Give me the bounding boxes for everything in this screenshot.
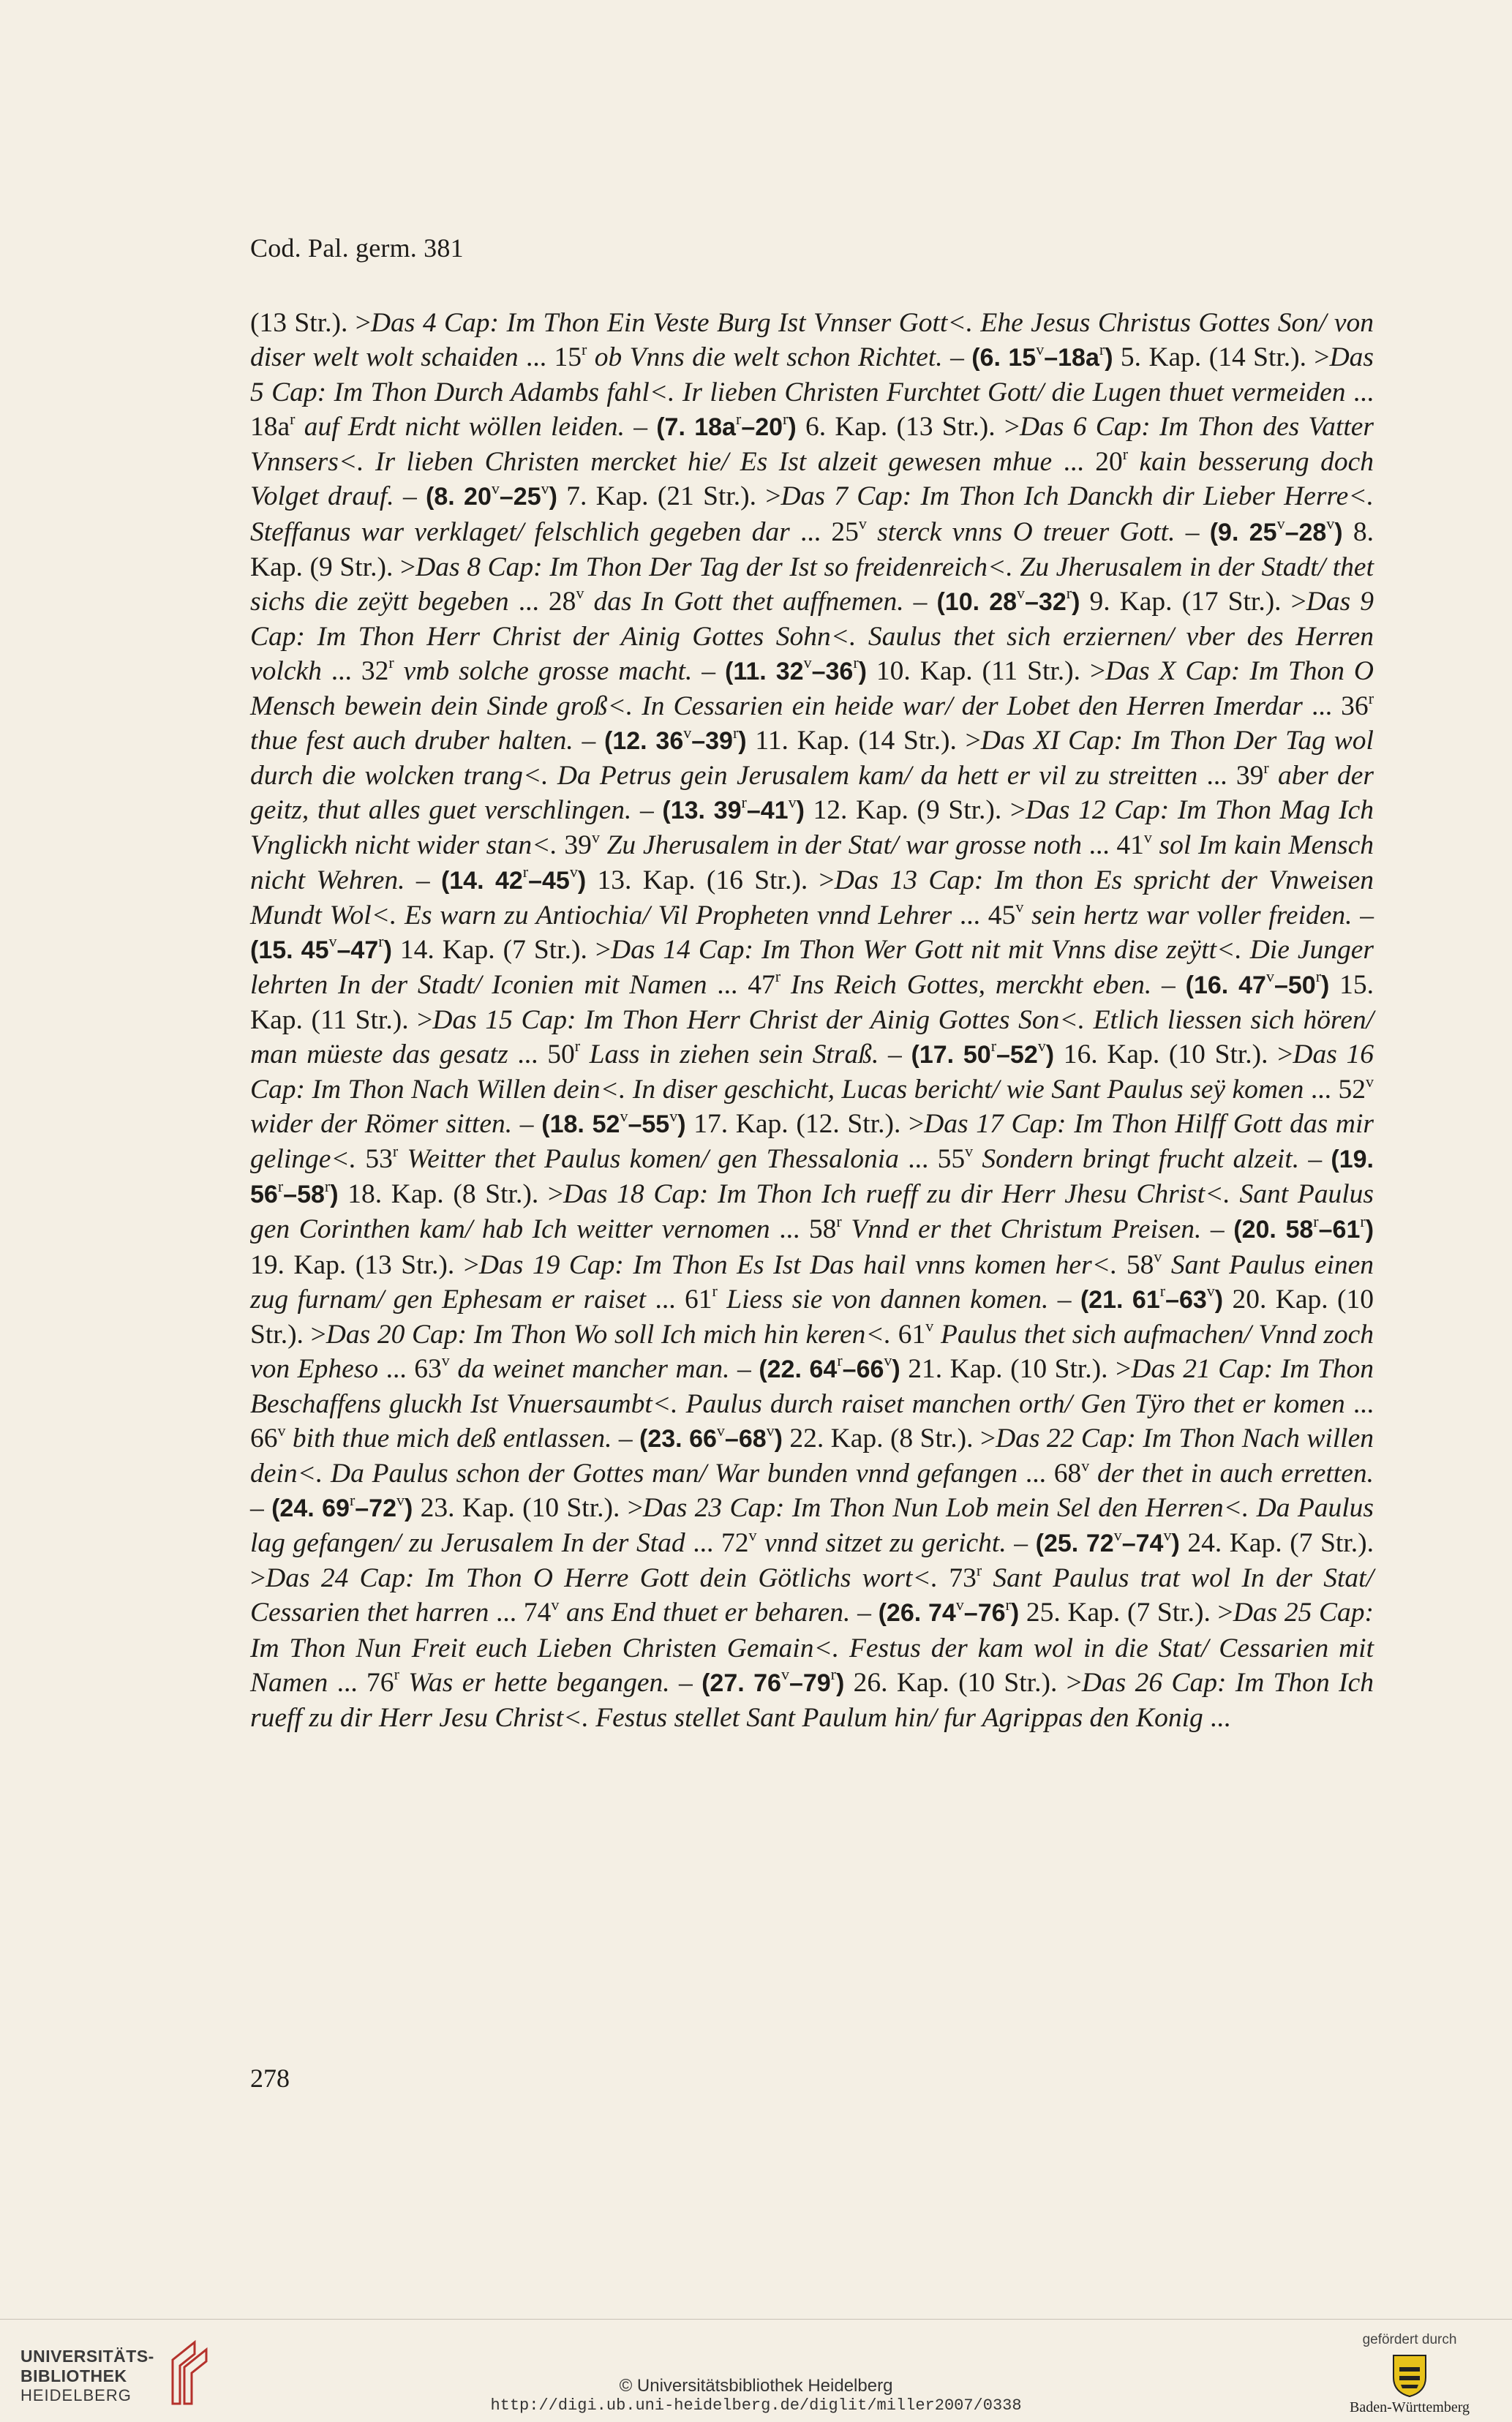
folio-side-marker: v	[396, 1490, 405, 1509]
folio-reference: –20	[741, 413, 783, 442]
entry-text: –	[612, 1424, 640, 1453]
folio-reference: (16. 47	[1185, 971, 1266, 999]
entry-text: 12. Kap. (9 Str.). >	[804, 795, 1026, 826]
incipit-text: sein hertz war voller freiden.	[1023, 900, 1353, 930]
folio-side-marker: r	[582, 339, 587, 358]
folio-side-marker: v	[1326, 514, 1335, 533]
entry-text: –	[624, 412, 657, 443]
incipit-text: ob Vnns die welt schon Richtet.	[587, 342, 943, 373]
entry-text: ... 68	[1018, 1459, 1082, 1489]
entry-text: 22. Kap. (8 Str.). >	[782, 1424, 996, 1453]
entry-text: ... 39	[1197, 761, 1264, 791]
folio-side-marker: r	[732, 723, 739, 742]
folio-reference: (25. 72	[1035, 1530, 1114, 1558]
library-name-line3: HEIDELBERG	[20, 2386, 132, 2404]
folio-side-marker: v	[541, 478, 549, 497]
folio-reference: )	[738, 727, 747, 756]
folio-side-marker: v	[591, 827, 600, 846]
entry-text: ... 52	[1304, 1075, 1366, 1105]
incipit-text: Das 23 Cap: Im Thon Nun Lob mein Sel den Herren<. Da Paulus lag gefangen/ zu Jerusalem In der Stad	[250, 1493, 1374, 1559]
folio-reference: )	[788, 413, 797, 442]
page-number: 278	[250, 2064, 290, 2093]
entry-text: 25. Kap. (7 Str.). >	[1019, 1598, 1233, 1628]
folio-reference: –63	[1165, 1285, 1207, 1314]
folio-reference: (23. 66	[639, 1425, 717, 1453]
entry-text: 24. Kap. (7 Str.). >	[250, 1528, 1374, 1594]
incipit-text: Das 15 Cap: Im Thon Herr Christ der Ainig Gottes Son<. Etlich liessen sich hören/ man müeste das gesatz	[250, 1004, 1374, 1069]
folio-side-marker: r	[990, 1037, 997, 1056]
folio-reference: (7. 18a	[656, 413, 736, 442]
folio-side-marker: r	[394, 1665, 399, 1684]
incipit-text: Ins Reich Gottes, merckht eben.	[781, 969, 1152, 1000]
folio-side-marker: v	[965, 1141, 974, 1160]
folio-side-marker: r	[1159, 1282, 1166, 1301]
incipit-text: Das 26 Cap: Im Thon Ich rueff zu dir Herr Jesu Christ<. Festus stellet Sant Paulum hin/ fur Agrippas den Konig	[250, 1667, 1374, 1733]
folio-reference: )	[796, 797, 805, 825]
entry-text: ... 36	[1302, 691, 1369, 722]
incipit-text: Sondern bringt frucht alzeit.	[973, 1144, 1300, 1175]
entry-text: 73	[938, 1563, 977, 1594]
folio-reference: (22. 64	[759, 1355, 838, 1383]
folio-side-marker: r	[830, 1665, 836, 1684]
source-url-link[interactable]: http://digi.ub.uni-heidelberg.de/diglit/miller2007/0338	[490, 2396, 1022, 2415]
folio-side-marker: r	[522, 862, 529, 881]
folio-reference: –79	[789, 1669, 831, 1697]
folio-reference: )	[774, 1425, 783, 1453]
folio-reference: (10. 28	[936, 587, 1018, 616]
folio-reference: (24. 69	[271, 1494, 350, 1523]
entry-text: 5. Kap. (14 Str.). >	[1113, 342, 1330, 373]
entry-text: –	[879, 1039, 911, 1069]
folio-reference: (18. 52	[541, 1110, 620, 1139]
entry-text: 7. Kap. (21 Str.). >	[557, 481, 781, 512]
incipit-text: Was er hette begangen.	[399, 1667, 670, 1698]
incipit-text: Das 9 Cap: Im Thon Herr Christ der Ainig Gottes Sohn<. Saulus thet sich erziernen/ vber des Herren volckh	[250, 586, 1374, 686]
folio-reference: )	[1334, 518, 1343, 546]
incipit-text: Paulus thet sich aufmachen/ Vnnd zoch von Epheso	[250, 1319, 1374, 1384]
incipit-text: kain besserung doch Volget drauf.	[250, 447, 1374, 512]
funder-logo[interactable]	[1322, 2332, 1497, 2418]
folio-side-marker: v	[1143, 827, 1152, 846]
folio-side-marker: v	[441, 1351, 450, 1370]
entry-text: 11. Kap. (14 Str.). >	[746, 726, 981, 756]
entry-text: –	[850, 1598, 879, 1628]
entry-text: ... 28	[508, 586, 576, 617]
incipit-text: bith thue mich deß entlassen.	[285, 1424, 612, 1453]
incipit-text: sterck vnns O treuer Gott.	[866, 516, 1176, 547]
folio-side-marker: v	[1276, 514, 1285, 533]
folio-side-marker: r	[1066, 584, 1072, 603]
incipit-text: Das 19 Cap: Im Thon Es Ist Das hail vnns komen her<.	[478, 1249, 1118, 1280]
folio-reference: –47	[336, 936, 379, 964]
folio-side-marker: v	[569, 862, 578, 881]
entry-text: ... 45	[952, 900, 1016, 930]
folio-reference: )	[1171, 1530, 1180, 1558]
folio-side-marker: v	[788, 792, 797, 811]
entry-text: –	[405, 865, 441, 895]
entry-text: –	[1006, 1528, 1036, 1559]
folio-reference: )	[405, 1494, 413, 1523]
folio-reference: –61	[1318, 1216, 1361, 1244]
folio-side-marker: r	[378, 932, 384, 951]
folio-side-marker: r	[783, 409, 789, 428]
folio-side-marker: v	[1366, 1072, 1374, 1091]
folio-reference: –52	[996, 1040, 1038, 1069]
folio-reference: )	[1365, 1216, 1374, 1244]
folio-reference: (17. 50	[911, 1040, 991, 1069]
folio-side-marker: r	[735, 409, 742, 428]
incipit-text: Das 16 Cap: Im Thon Nach Willen dein<. In diser geschicht, Lucas bericht/ wie Sant Paulus seÿ komen	[250, 1039, 1374, 1105]
catalog-entry-text	[250, 306, 1374, 1735]
folio-reference: –72	[355, 1494, 396, 1523]
entry-text: ... 20	[1052, 447, 1123, 478]
entry-text: ... 74	[489, 1598, 552, 1628]
folio-reference: (21. 61	[1080, 1285, 1160, 1314]
folio-side-marker: r	[1263, 758, 1269, 777]
folio-side-marker: r	[277, 1176, 284, 1195]
folio-reference: )	[549, 483, 557, 511]
folio-reference: –25	[499, 483, 541, 511]
incipit-text: aber der geitz, thut alles guet verschlingen.	[250, 761, 1374, 826]
folio-reference: –74	[1121, 1530, 1164, 1558]
entry-text: 26. Kap. (10 Str.). >	[844, 1667, 1082, 1698]
folio-side-marker: v	[925, 1317, 934, 1336]
folio-reference: –50	[1274, 971, 1316, 999]
folio-side-marker: r	[1360, 1211, 1366, 1230]
folio-side-marker: v	[884, 1351, 892, 1370]
incipit-text: das In Gott thet auffnemen.	[584, 586, 904, 617]
folio-reference: (6. 15	[971, 344, 1037, 372]
entry-text: 39	[557, 830, 592, 861]
incipit-text: thue fest auch druber halten.	[250, 726, 573, 756]
folio-reference: )	[330, 1181, 339, 1209]
incipit-text: der thet in auch erretten.	[1089, 1459, 1374, 1489]
folio-reference: (13. 39	[662, 797, 742, 825]
folio-side-marker: v	[328, 932, 337, 951]
incipit-text: Zu Jherusalem in der Stat/ war grosse noth	[599, 830, 1083, 861]
folio-reference: –28	[1285, 518, 1327, 546]
entry-text: –	[250, 1493, 272, 1524]
incipit-text: Das 6 Cap: Im Thon des Vatter Vnnsers<. Ir lieben Christen mercket hie/ Es Ist alzeit gewesen mhue	[250, 412, 1374, 478]
incipit-text: ans End thuet er beharen.	[559, 1598, 851, 1628]
folio-side-marker: r	[1122, 444, 1129, 463]
folio-reference: –58	[283, 1181, 325, 1209]
folio-reference: –41	[746, 797, 789, 825]
incipit-text: Das 12 Cap: Im Thon Mag Ich Vnglickh nicht wider stan<.	[250, 795, 1374, 861]
entry-text: ...	[1203, 1702, 1231, 1733]
folio-reference: (26. 74	[878, 1599, 956, 1628]
folio-reference: (27. 76	[702, 1669, 781, 1697]
entry-text: 14. Kap. (7 Str.). >	[391, 934, 611, 965]
entry-text: ... 61	[646, 1284, 712, 1315]
folio-side-marker: v	[1206, 1282, 1215, 1301]
incipit-text: Das 21 Cap: Im Thon Beschaffens gluckh Ist Vnuersaumbt<. Paulus durch raiset manchen orth/ Gen Tÿro thet er komen	[250, 1353, 1374, 1419]
entry-text: –	[669, 1667, 702, 1698]
folio-side-marker: v	[1017, 584, 1026, 603]
entry-text: –	[1201, 1214, 1234, 1245]
entry-text: –	[903, 586, 937, 617]
folio-reference: –55	[628, 1110, 670, 1139]
folio-side-marker: r	[837, 1351, 843, 1370]
folio-reference: –68	[724, 1425, 767, 1453]
folio-side-marker: r	[1313, 1211, 1319, 1230]
folio-side-marker: v	[803, 653, 812, 672]
funder-name: Baden-Württemberg	[1349, 2399, 1470, 2415]
folio-reference: –32	[1025, 587, 1067, 616]
entry-text: ... 63	[378, 1353, 442, 1384]
incipit-text: Das 24 Cap: Im Thon O Herre Gott dein Götlichs wort<.	[266, 1563, 939, 1594]
folio-reference: (12. 36	[604, 727, 684, 756]
entry-text: 16. Kap. (10 Str.). >	[1054, 1039, 1293, 1069]
folio-side-marker: r	[1099, 339, 1105, 358]
state-coat-of-arms-icon	[1389, 2353, 1430, 2398]
folio-side-marker: v	[1113, 1525, 1122, 1544]
entry-text: 8. Kap. (9 Str.). >	[250, 516, 1374, 582]
entry-text: –	[512, 1109, 542, 1140]
entry-text: ... 66	[250, 1388, 1374, 1453]
folio-reference: –39	[691, 727, 733, 756]
incipit-text: da weinet mancher man.	[449, 1353, 730, 1384]
entry-text: 10. Kap. (11 Str.). >	[866, 655, 1106, 686]
folio-side-marker: v	[491, 478, 500, 497]
entry-text: ... 47	[707, 969, 775, 1000]
copyright-notice: © Universitätsbibliothek Heidelberg	[619, 2376, 893, 2396]
folio-reference: (20. 58	[1233, 1216, 1314, 1244]
folio-reference: –36	[811, 657, 854, 685]
folio-side-marker: v	[1081, 1456, 1090, 1475]
footer-divider	[0, 2319, 1512, 2320]
folio-side-marker: v	[551, 1595, 560, 1614]
entry-text: –	[573, 726, 604, 756]
folio-side-marker: r	[775, 967, 781, 986]
entry-text: 23. Kap. (10 Str.). >	[413, 1493, 643, 1524]
folio-side-marker: v	[1036, 339, 1045, 358]
incipit-text: Das 5 Cap: Im Thon Durch Adambs fahl<. Ir lieben Christen Furchtet Gott/ die Lugen thuet vermeiden	[250, 342, 1374, 408]
entry-text: –	[1048, 1284, 1080, 1315]
folio-side-marker: r	[324, 1176, 331, 1195]
folio-reference: )	[577, 866, 587, 895]
entry-text: 15. Kap. (11 Str.). >	[250, 969, 1374, 1035]
entry-text: –	[394, 481, 426, 512]
folio-side-marker: r	[574, 1037, 581, 1056]
entry-text: ... 41	[1082, 830, 1144, 861]
folio-reference: )	[1214, 1285, 1224, 1314]
folio-reference: )	[1072, 587, 1080, 616]
incipit-text: Das 17 Cap: Im Thon Hilff Gott das mir gelinge<.	[250, 1109, 1374, 1175]
folio-reference: –76	[963, 1599, 1006, 1628]
incipit-text: Das X Cap: Im Thon O Mensch bewein dein Sinde groß<. In Cessarien ein heide war/ der Lobet den Herren Imerdar	[250, 655, 1374, 722]
entry-text: –	[942, 342, 972, 373]
folio-side-marker: r	[349, 1490, 356, 1509]
entry-text: 20. Kap. (10 Str.). >	[250, 1284, 1374, 1350]
incipit-text: Das 20 Cap: Im Thon Wo soll Ich mich hin keren<.	[326, 1319, 892, 1350]
entry-text: ... 55	[898, 1144, 966, 1175]
incipit-text: Das 13 Cap: Im thon Es spricht der Vnweisen Mundt Wol<. Es warn zu Antiochia/ Vil Propheten vnnd Lehrer	[250, 865, 1374, 930]
folio-side-marker: r	[712, 1282, 718, 1301]
entry-text: –	[1151, 969, 1186, 1000]
funded-by-label: gefördert durch	[1362, 2332, 1457, 2347]
running-header: Cod. Pal. germ. 381	[250, 233, 464, 263]
folio-reference: –66	[842, 1355, 884, 1383]
incipit-text: Das 18 Cap: Im Thon Ich rueff zu dir Herr Jhesu Christ<. Sant Paulus gen Corinthen kam/ hab Ich weitter vernomen	[250, 1179, 1374, 1245]
entry-text: 61	[891, 1319, 926, 1350]
entry-text: ... 50	[508, 1039, 575, 1069]
entry-text: 6. Kap. (13 Str.). >	[796, 412, 1020, 443]
incipit-text: auf Erdt nicht wöllen leiden.	[295, 412, 625, 443]
entry-text: –	[692, 655, 726, 686]
incipit-text: Das 22 Cap: Im Thon Nach willen dein<. Da Paulus schon der Gottes man/ War bunden vnnd gefangen	[250, 1424, 1374, 1489]
folio-reference: )	[1010, 1599, 1020, 1628]
library-name-line1: UNIVERSITÄTS-	[20, 2347, 154, 2366]
incipit-text: vnnd sitzet zu gericht.	[756, 1528, 1007, 1559]
folio-reference: )	[892, 1355, 900, 1383]
folio-side-marker: r	[1368, 688, 1374, 707]
folio-side-marker: v	[748, 1525, 757, 1544]
folio-side-marker: v	[1163, 1525, 1172, 1544]
incipit-text: Das 8 Cap: Im Thon Der Tag der Ist so freidenreich<. Zu Jherusalem in der Stadt/ thet sichs die zeÿtt begeben	[250, 552, 1374, 617]
entry-text: –	[1352, 900, 1374, 930]
folio-side-marker: v	[766, 1421, 775, 1440]
entry-text: ... 58	[770, 1214, 837, 1245]
entry-text: 21. Kap. (10 Str.). >	[900, 1353, 1132, 1384]
folio-side-marker: r	[836, 1211, 842, 1230]
entry-text: ... 15	[518, 342, 582, 373]
library-name-line2: BIBLIOTHEK	[20, 2366, 127, 2385]
folio-side-marker: v	[1015, 898, 1024, 917]
folio-reference: )	[1105, 344, 1113, 372]
entry-text: 19. Kap. (13 Str.). >	[250, 1249, 479, 1280]
incipit-text: Das XI Cap: Im Thon Der Tag wol durch die wolcken trang<. Da Petrus gein Jerusalem kam/ da hett er vil zu streitten	[250, 726, 1374, 791]
folio-reference: (11. 32	[725, 657, 804, 685]
folio-reference: –45	[528, 866, 570, 895]
incipit-text: Sant Paulus trat wol In der Stat/ Cessarien thet harren	[250, 1563, 1374, 1628]
incipit-text: vmb solche grosse macht.	[394, 655, 693, 686]
entry-text: ... 76	[328, 1667, 394, 1698]
folio-reference: –18a	[1044, 344, 1099, 372]
folio-side-marker: r	[392, 1141, 399, 1160]
incipit-text: Vnnd er thet Christum Preisen.	[841, 1214, 1202, 1245]
incipit-text: Das 7 Cap: Im Thon Ich Danckh dir Lieber Herre<. Steffanus war verklaget/ felschlich gegeben dar	[250, 481, 1374, 547]
folio-side-marker: r	[741, 792, 747, 811]
folio-reference: (14. 42	[440, 866, 523, 895]
folio-side-marker: r	[290, 409, 296, 428]
folio-side-marker: v	[858, 514, 867, 533]
incipit-text: Weitter thet Paulus komen/ gen Thessalonia	[398, 1144, 899, 1175]
incipit-text: Lass in ziehen sein Straß.	[580, 1039, 879, 1069]
folio-reference: (15. 45	[250, 936, 329, 964]
folio-reference: )	[383, 936, 392, 964]
folio-side-marker: r	[1315, 967, 1322, 986]
folio-side-marker: v	[277, 1421, 286, 1440]
entry-text: 18. Kap. (8 Str.). >	[338, 1179, 564, 1210]
entry-text: ... 18a	[250, 377, 1374, 443]
folio-side-marker: v	[955, 1595, 964, 1614]
entry-text: –	[1175, 516, 1210, 547]
folio-side-marker: r	[1005, 1595, 1011, 1614]
folio-side-marker: r	[853, 653, 859, 672]
folio-side-marker: v	[781, 1665, 789, 1684]
footer-bar	[0, 2297, 1512, 2422]
entry-text: –	[631, 795, 663, 826]
incipit-text: Das 14 Cap: Im Thon Wer Gott nit mit Vnns dise zeÿtt<. Die Junger lehrten In der Stadt/ Iconien mit Namen	[250, 934, 1374, 1000]
folio-side-marker: v	[1037, 1037, 1046, 1056]
incipit-text: Sant Paulus einen zug furnam/ gen Ephesam er raiset	[250, 1249, 1374, 1315]
folio-side-marker: v	[576, 584, 584, 603]
entry-text: 17. Kap. (12. Str.). >	[685, 1109, 925, 1140]
incipit-text: sol Im kain Mensch nicht Wehren.	[250, 830, 1374, 895]
folio-side-marker: v	[669, 1106, 678, 1125]
entry-text: –	[1299, 1144, 1331, 1175]
entry-text: 9. Kap. (17 Str.). >	[1080, 586, 1306, 617]
incipit-text: wider der Römer sitten.	[250, 1109, 513, 1140]
folio-reference: )	[858, 657, 867, 685]
incipit-text: Liess sie von dannen komen.	[717, 1284, 1049, 1315]
entry-text: ... 32	[321, 655, 389, 686]
entry-text: 53	[356, 1144, 393, 1175]
folio-reference: (8. 20	[426, 483, 492, 511]
entry-text: ... 25	[789, 516, 859, 547]
folio-reference: (19. 56	[250, 1146, 1374, 1209]
entry-text: (13 Str.). >	[250, 308, 371, 338]
folio-side-marker: v	[1265, 967, 1274, 986]
folio-reference: )	[1321, 971, 1330, 999]
folio-side-marker: v	[620, 1106, 628, 1125]
folio-side-marker: v	[1154, 1247, 1162, 1266]
entry-text: –	[729, 1353, 759, 1384]
folio-reference: )	[677, 1110, 686, 1139]
folio-reference: )	[836, 1669, 845, 1697]
incipit-text: Das 4 Cap: Im Thon Ein Veste Burg Ist Vnnser Gott<. Ehe Jesus Christus Gottes Son/ von diser welt wolt schaiden	[250, 308, 1374, 373]
folio-reference: )	[1045, 1040, 1055, 1069]
incipit-text: Das 25 Cap: Im Thon Nun Freit euch Lieben Christen Gemain<. Festus der kam wol in die Stat/ Cessarien mit Namen	[250, 1598, 1374, 1698]
folio-side-marker: r	[388, 653, 394, 672]
folio-side-marker: r	[976, 1560, 982, 1579]
entry-text: 58	[1117, 1249, 1154, 1280]
folio-side-marker: v	[716, 1421, 725, 1440]
folio-side-marker: v	[683, 723, 692, 742]
folio-reference: (9. 25	[1209, 518, 1277, 546]
entry-text: 13. Kap. (16 Str.). >	[586, 865, 835, 895]
entry-text: ... 72	[685, 1528, 749, 1559]
